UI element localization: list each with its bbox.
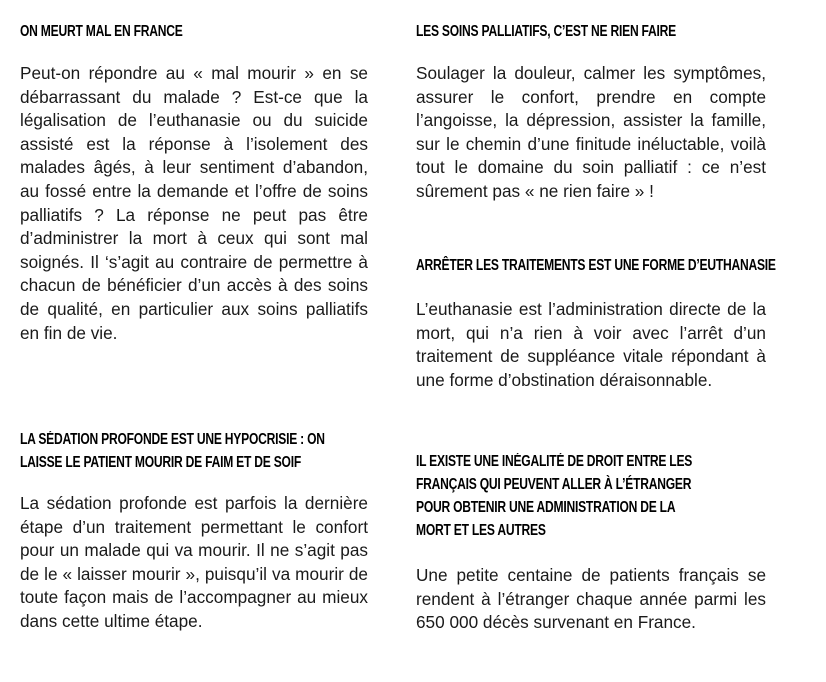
section-heading-arret-traitements: ARRÊTER LES TRAITEMENTS EST UNE FORME D’EUTHANASIE: [416, 257, 776, 274]
heading-line: POUR OBTENIR UNE ADMINISTRATION DE LA: [416, 499, 676, 516]
section-body-inegalite: Une petite centaine de patients français se rendent à l’étranger chaque année parmi les 650 000 décès survenant en France.: [416, 565, 766, 633]
section-heading-mal-mourir: ON MEURT MAL EN FRANCE: [20, 23, 183, 40]
heading-line: IL EXISTE UNE INÉGALITÉ DE DROIT ENTRE LES: [416, 453, 693, 470]
heading-line: FRANÇAIS QUI PEUVENT ALLER À L’ÉTRANGER: [416, 476, 692, 493]
section-body-sedation: La sédation profonde est parfois la dernière étape d’un traitement permettant le confort pour un malade qui va mourir. Il ne s’agit pas de le « laisser mourir », puisqu’il va mourir de toute façon mais de l’accompagner au mieux dans cette ultime étape.: [20, 493, 368, 631]
section-body-arret-traitements: L’euthanasie est l’administration directe de la mort, qui n’a rien à voir avec l’arrêt d’un traitement de suppléance vitale répondant à une forme d’obstination déraisonnable.: [416, 299, 766, 390]
section-heading-soins-palliatifs: LES SOINS PALLIATIFS, C’EST NE RIEN FAIRE: [416, 23, 676, 40]
heading-line: LAISSE LE PATIENT MOURIR DE FAIM ET DE SOIF: [20, 454, 302, 471]
section-body-soins-palliatifs: Soulager la douleur, calmer les symptômes, assurer le confort, prendre en compte l’angoisse, la dépression, assister la famille, sur le chemin d’une finitude inéluctable, voilà tout le domaine du soin palliatif : ce n’est sûrement pas « ne rien faire » !: [416, 63, 766, 201]
section-heading-sedation: [20, 428, 325, 474]
heading-line: MORT ET LES AUTRES: [416, 522, 546, 539]
section-heading-inegalite: [416, 450, 692, 542]
section-body-mal-mourir: Peut-on répondre au « mal mourir » en se débarrassant du malade ? Est-ce que la légalisation de l’euthanasie ou du suicide assisté est la réponse à l’isolement des malades âgés, à leur sentiment d’abandon, au fossé entre la demande et l’offre de soins palliatifs ? La réponse ne peut pas être d’administrer la mort à ceux qui sont mal soignés. Il ‘s’agit au contraire de permettre à chacun de bénéficier d’un accès à des soins de qualité, en particulier aux soins palliatifs en fin de vie.: [20, 63, 368, 343]
heading-line: LA SÉDATION PROFONDE EST UNE HYPOCRISIE : ON: [20, 431, 325, 448]
